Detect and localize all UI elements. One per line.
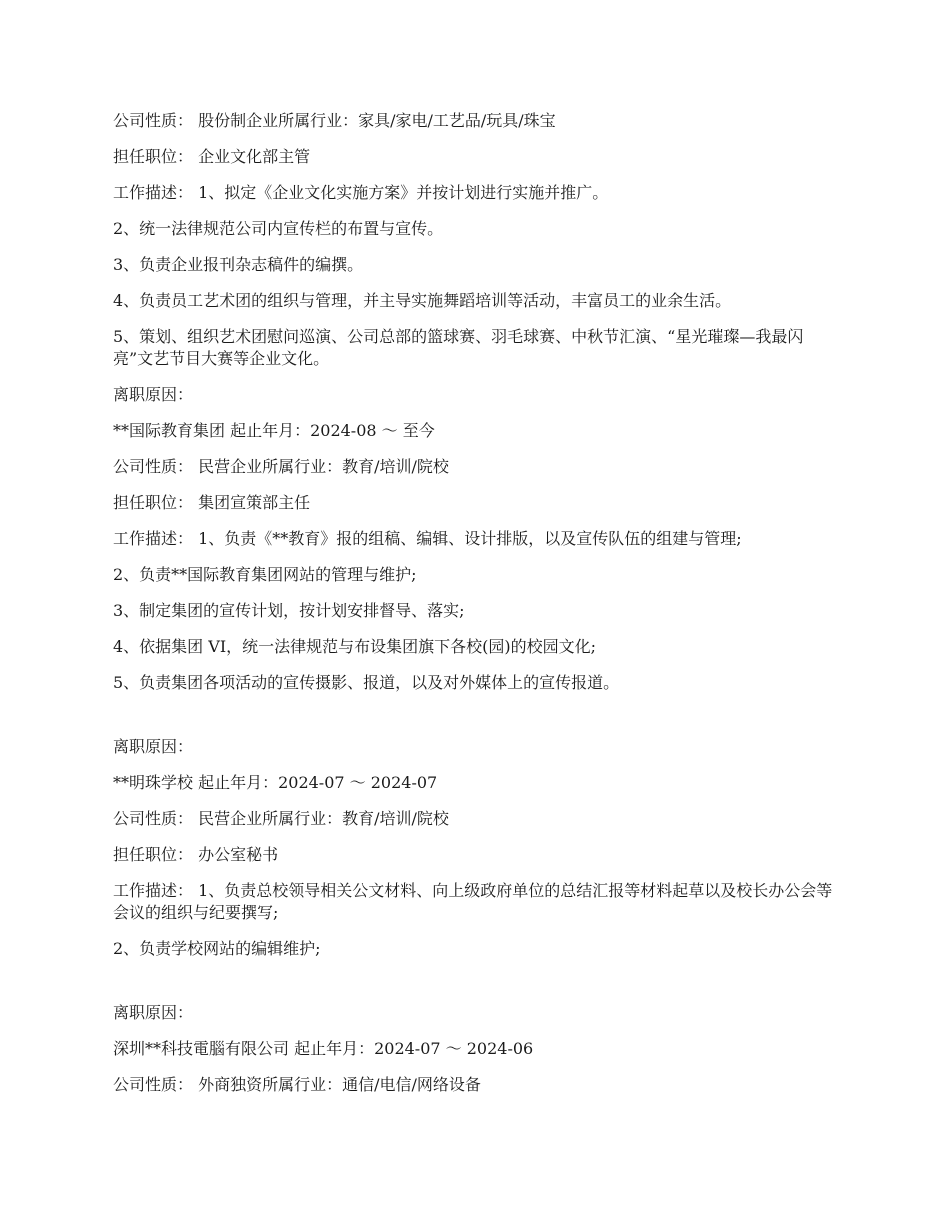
job-description-item: 2、统一法律规范公司内宣传栏的布置与宣传。 <box>113 219 444 238</box>
employer-period-line: **明珠学校 起止年月：2024-07 ～ 2024-07 <box>113 773 438 792</box>
leave-reason-line: 离职原因： <box>113 737 194 756</box>
job-description-item: 5、策划、组织艺术团慰问巡演、公司总部的篮球赛、羽毛球赛、中秋节汇演、“星光璀璨—我最闪亮”文艺节目大赛等企业文化。 <box>113 327 804 368</box>
job-description-item: 4、依据集团 VI，统一法律规范与布设集团旗下各校(园)的校园文化; <box>113 637 597 656</box>
job-description-item: 3、负责企业报刊杂志稿件的编撰。 <box>113 255 364 274</box>
leave-reason-line: 离职原因： <box>113 1003 194 1022</box>
job-description-line: 工作描述： 1、负责总校领导相关公文材料、向上级政府单位的总结汇报等材料起草以及校长办公会等会议的组织与纪要撰写; <box>113 881 833 922</box>
job-description-item: 5、负责集团各项活动的宣传摄影、报道，以及对外媒体上的宣传报道。 <box>113 673 620 692</box>
job-description-item: 2、负责学校网站的编辑维护; <box>113 939 321 958</box>
job-description-line: 工作描述： 1、负责《**教育》报的组稿、编辑、设计排版，以及宣传队伍的组建与管理; <box>113 529 742 548</box>
employer-period-line: 深圳**科技電腦有限公司 起止年月：2024-07 ～ 2024-06 <box>113 1039 534 1058</box>
position-line: 担任职位： 企业文化部主管 <box>113 147 311 166</box>
job-description-item: 3、制定集团的宣传计划，按计划安排督导、落实; <box>113 601 465 620</box>
company-nature-line: 公司性质： 外商独资所属行业：通信/电信/网络设备 <box>113 1075 481 1094</box>
job-description-item: 2、负责**国际教育集团网站的管理与维护; <box>113 565 417 584</box>
company-nature-line: 公司性质： 民营企业所属行业：教育/培训/院校 <box>113 457 449 476</box>
job-description-item: 4、负责员工艺术团的组织与管理，并主导实施舞蹈培训等活动，丰富员工的业余生活。 <box>113 291 732 310</box>
company-nature-line: 公司性质： 股份制企业所属行业：家具/家电/工艺品/玩具/珠宝 <box>113 111 556 130</box>
position-line: 担任职位： 集团宣策部主任 <box>113 493 311 512</box>
position-line: 担任职位： 办公室秘书 <box>113 845 279 864</box>
employer-period-line: **国际教育集团 起止年月：2024-08 ～ 至今 <box>113 421 435 440</box>
spacer <box>113 974 838 1002</box>
spacer <box>113 708 838 736</box>
company-nature-line: 公司性质： 民营企业所属行业：教育/培训/院校 <box>113 809 449 828</box>
job-description-line: 工作描述： 1、拟定《企业文化实施方案》并按计划进行实施并推广。 <box>113 183 609 202</box>
resume-document <box>113 110 838 1110</box>
leave-reason-line: 离职原因： <box>113 385 194 404</box>
